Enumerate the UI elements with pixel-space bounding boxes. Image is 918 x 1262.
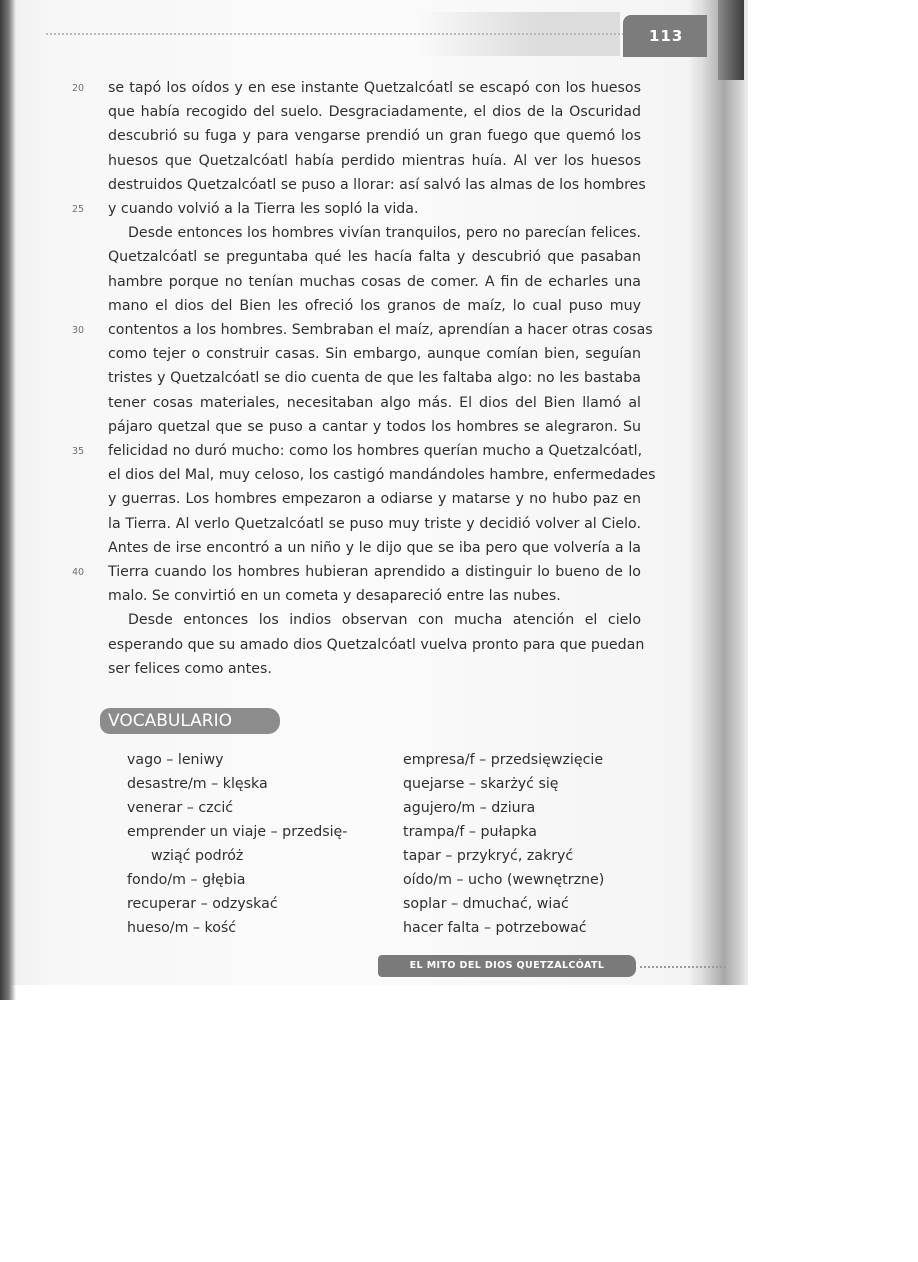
line-number: 25 [72,204,85,215]
vocab-item: recuperar – odzyskać [127,896,278,912]
footer-dotted-rule [640,966,726,968]
vocabulary-heading: VOCABULARIO [100,708,280,734]
vocab-item: hacer falta – potrzebować [403,920,587,936]
text-line: pájaro quetzal que se puso a cantar y todos los hombres se alegraron. Su [108,419,641,435]
text-line: Desde entonces los indios observan con mucha atención el cielo [128,612,641,628]
vocab-item: tapar – przykryć, zakryć [403,848,574,864]
text-line: que había recogido del suelo. Desgraciadamente, el dios de la Oscuridad [108,104,641,120]
text-line: ser felices como antes. [108,661,272,677]
vocab-item: desastre/m – klęska [127,776,268,792]
text-line: mano el dios del Bien les ofreció los granos de maíz, lo cual puso muy [108,298,641,314]
vocab-item: agujero/m – dziura [403,800,536,816]
text-line: se tapó los oídos y en ese instante Quetzalcóatl se escapó con los huesos [108,80,641,96]
line-number: 20 [72,83,85,94]
page-number: 113 [623,15,707,57]
text-line: huesos que Quetzalcóatl había perdido mientras huía. Al ver los huesos [108,153,641,169]
vocab-item: fondo/m – głębia [127,872,246,888]
text-line: hambre porque no tenían muchas cosas de comer. A fin de echarles una [108,274,641,290]
scan-left-edge [0,0,16,1000]
text-line: la Tierra. Al verlo Quetzalcóatl se puso muy triste y decidió volver al Cielo. [108,516,641,532]
text-line: el dios del Mal, muy celoso, los castigó mandándoles hambre, enfermedades [108,467,656,483]
text-line: Tierra cuando los hombres hubieran aprendido a distinguir lo bueno de lo [108,564,641,580]
line-number: 40 [72,567,85,578]
text-line: Quetzalcóatl se preguntaba qué les hacía falta y descubrió que pasaban [108,249,641,265]
vocab-item: emprender un viaje – przedsię- [127,824,348,840]
text-line: como tejer o construir casas. Sin embargo, aunque comían bien, seguían [108,346,641,362]
vocab-item: trampa/f – pułapka [403,824,537,840]
text-line: destruidos Quetzalcóatl se puso a llorar: así salvó las almas de los hombres [108,177,646,193]
vocab-item-continuation: wziąć podróż [151,848,244,864]
vocab-item: soplar – dmuchać, wiać [403,896,569,912]
text-line: malo. Se convirtió en un cometa y desapareció entre las nubes. [108,588,561,604]
vocab-item: empresa/f – przedsięwzięcie [403,752,604,768]
vocab-item: quejarse – skarżyć się [403,776,559,792]
text-line: tener cosas materiales, necesitaban algo más. El dios del Bien llamó al [108,395,641,411]
text-line: Desde entonces los hombres vivían tranquilos, pero no parecían felices. [128,225,641,241]
vocab-item: venerar – czcić [127,800,234,816]
vocabulary-column-left [127,748,387,940]
text-line: descubrió su fuga y para vengarse prendió un gran fuego que quemó los [108,128,641,144]
vocab-item: vago – leniwy [127,752,224,768]
footer-title: EL MITO DEL DIOS QUETZALCÓATL [378,955,636,977]
text-line: felicidad no duró mucho: como los hombres querían mucho a Quetzalcóatl, [108,443,643,459]
line-number: 30 [72,325,85,336]
text-line: contentos a los hombres. Sembraban el maíz, aprendían a hacer otras cosas [108,322,653,338]
text-line: y guerras. Los hombres empezaron a odiarse y matarse y no hubo paz en [108,491,641,507]
vocabulary-column-right [403,748,663,940]
header-dotted-rule [46,33,624,35]
line-number: 35 [72,446,85,457]
binding-shadow [688,0,748,985]
text-line: tristes y Quetzalcóatl se dio cuenta de que les faltaba algo: no les bastaba [108,370,641,386]
text-line: Antes de irse encontró a un niño y le dijo que se iba pero que volvería a la [108,540,641,556]
binding-shadow-top [718,0,744,80]
text-line: esperando que su amado dios Quetzalcóatl vuelva pronto para que puedan [108,637,645,653]
vocab-item: oído/m – ucho (wewnętrzne) [403,872,605,888]
text-line: y cuando volvió a la Tierra les sopló la vida. [108,201,419,217]
vocab-item: hueso/m – kość [127,920,237,936]
